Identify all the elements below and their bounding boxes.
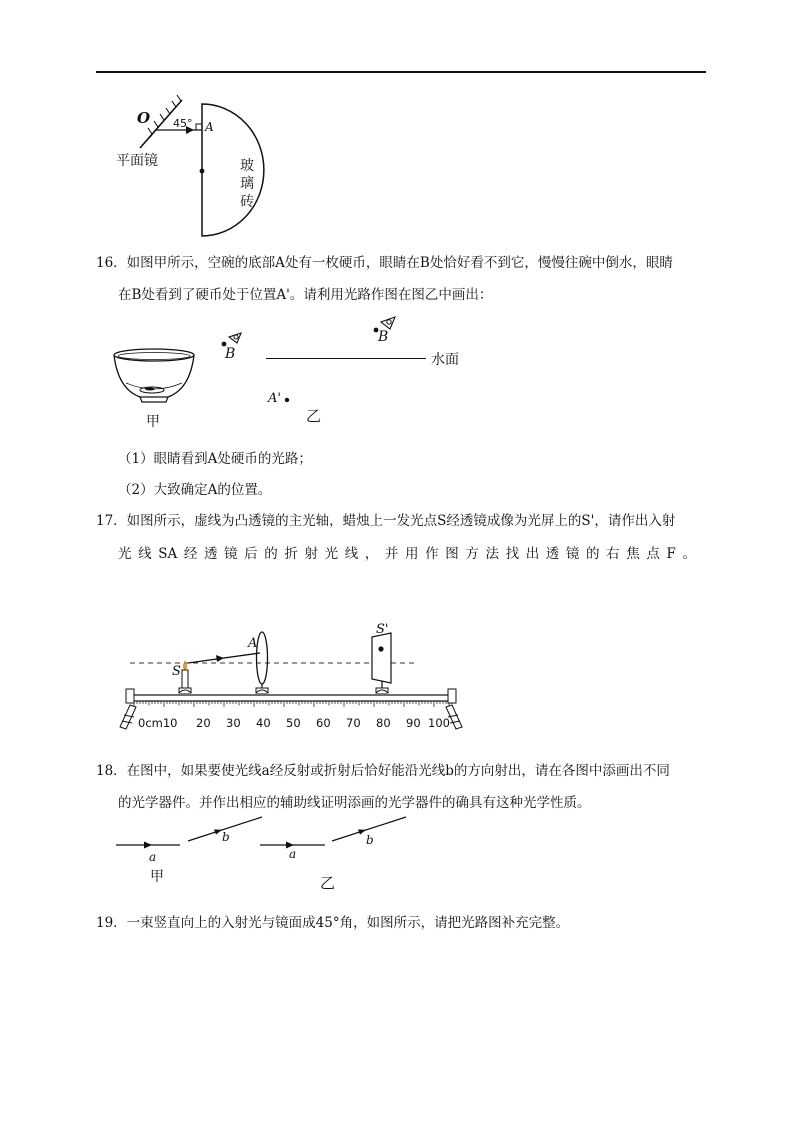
q18-line1: 18．在图中，如果要使光线a经反射或折射后恰好能沿光线b的方向射出，请在各图中添画出不同 [96,763,670,779]
q17-line2-token: 后 [244,546,258,562]
q16-line1: 16．如图甲所示，空碗的底部A处有一枚硬币，眼睛在B处恰好看不到它，慢慢往碗中倒水，眼睛 [96,255,673,271]
label-B-left: B [225,346,236,362]
q16-item1: （1）眼睛看到A处硬币的光路； [118,451,312,467]
q17-line2-token: 折 [284,546,298,562]
ruler-label-90: 90 [406,716,421,730]
q17-line2-token: F [666,546,676,562]
q17-line2-token: 镜 [224,546,238,562]
holders [179,688,388,693]
label-S-prime: S' [376,622,389,637]
q17-line2-token: 的 [586,546,600,562]
ruler-labels [138,716,450,730]
q17-line2-token: 线 [344,546,359,562]
label-A-prime: A' [268,391,281,406]
light-screen [372,633,391,683]
q17-line2-token: SA [158,546,178,562]
q17-line2-token: 的 [264,546,278,562]
q17-line2-token: 点 [646,546,660,562]
q17-line2-token: 作 [425,546,439,562]
q17-line2-token: 光 [118,546,132,562]
q16-line2: 在B处看到了硬币处于位置A'。请利用光路作图在图乙中画出： [118,287,493,303]
q17-line2-token: 并 [384,546,399,562]
q17-line2-token: 方 [465,546,479,562]
label-B-right: B [378,329,389,345]
q17-line2-token: 镜 [565,546,580,562]
q17-line2-token: 找 [505,546,520,562]
point-A-prime [283,396,291,404]
ruler-label-70: 70 [346,716,361,730]
label-O: O [137,109,151,127]
ruler-ticks [134,701,452,707]
q17-line2-token: 右 [606,546,620,562]
label-plane-mirror: 平面镜 [116,153,158,169]
q17-line2-token: 图 [445,546,459,562]
label-water-surface: 水面 [431,352,459,368]
label-S: S [172,664,181,679]
label-jia-16: 甲 [146,414,160,430]
ruler-label-100: 100 [428,716,450,730]
label-glass-3: 砖 [240,194,254,210]
figure-mirror-glass-brick [110,90,280,250]
figure-bowl [110,345,200,407]
ruler-label-0: 0cm10 [138,716,178,730]
q17-line2-token: 焦 [626,546,640,562]
ruler-label-60: 60 [316,716,331,730]
label-a-jia: a [149,850,157,864]
q17-line2 [118,544,696,564]
label-angle-45: 45° [173,117,193,130]
q17-line2-token: 透 [545,546,560,562]
q17-line2-token: 射 [304,546,318,562]
right-angle-mark [196,124,202,130]
label-A: A [205,120,214,134]
ruler-label-50: 50 [286,716,301,730]
q17-line2-token: 出 [525,546,540,562]
q17-line2-token: 光 [324,546,339,562]
label-A-17: A [248,636,258,651]
image-point-S-prime [378,646,383,651]
label-glass-2: 璃 [240,176,254,192]
convex-lens [257,632,268,684]
q17-line2-token: ， [364,546,379,562]
label-yi-18: 乙 [320,874,336,892]
candle-flame [184,661,187,670]
bench-rail [130,695,452,701]
q17-line1: 17．如图所示，虚线为凸透镜的主光轴，蜡烛上一发光点S经透镜成像为光屏上的S'，请作出入射 [96,513,676,529]
label-yi-16: 乙 [306,407,322,425]
label-jia-18: 甲 [150,869,164,885]
q17-line2-token: 经 [183,546,198,562]
water-surface-line [266,358,426,359]
q18-line2: 的光学器件。并作出相应的辅助线证明添画的光学器件的确具有这种光学性质。 [118,795,591,811]
ruler-label-30: 30 [226,716,241,730]
q17-line2-token: 线 [138,546,152,562]
ruler-label-40: 40 [256,716,271,730]
q19-line1: 19．一束竖直向上的入射光与镜面成45°角，如图所示，请把光路图补充完整。 [96,915,570,931]
label-b-jia: b [222,830,230,844]
q17-line2-token: 法 [485,546,499,562]
ruler-label-20: 20 [196,716,211,730]
label-b-yi: b [366,833,374,847]
label-a-yi: a [289,847,297,861]
q17-line2-token: 。 [682,546,696,562]
header-rule [96,71,706,73]
ruler-label-80: 80 [376,716,391,730]
q17-line2-token: 用 [405,546,419,562]
candle [182,670,188,688]
q17-line2-token: 透 [203,546,218,562]
label-glass-1: 玻 [240,158,254,174]
center-dot [200,169,205,174]
figure-optical-bench [110,615,482,735]
q16-item2: （2）大致确定A的位置。 [118,482,272,498]
